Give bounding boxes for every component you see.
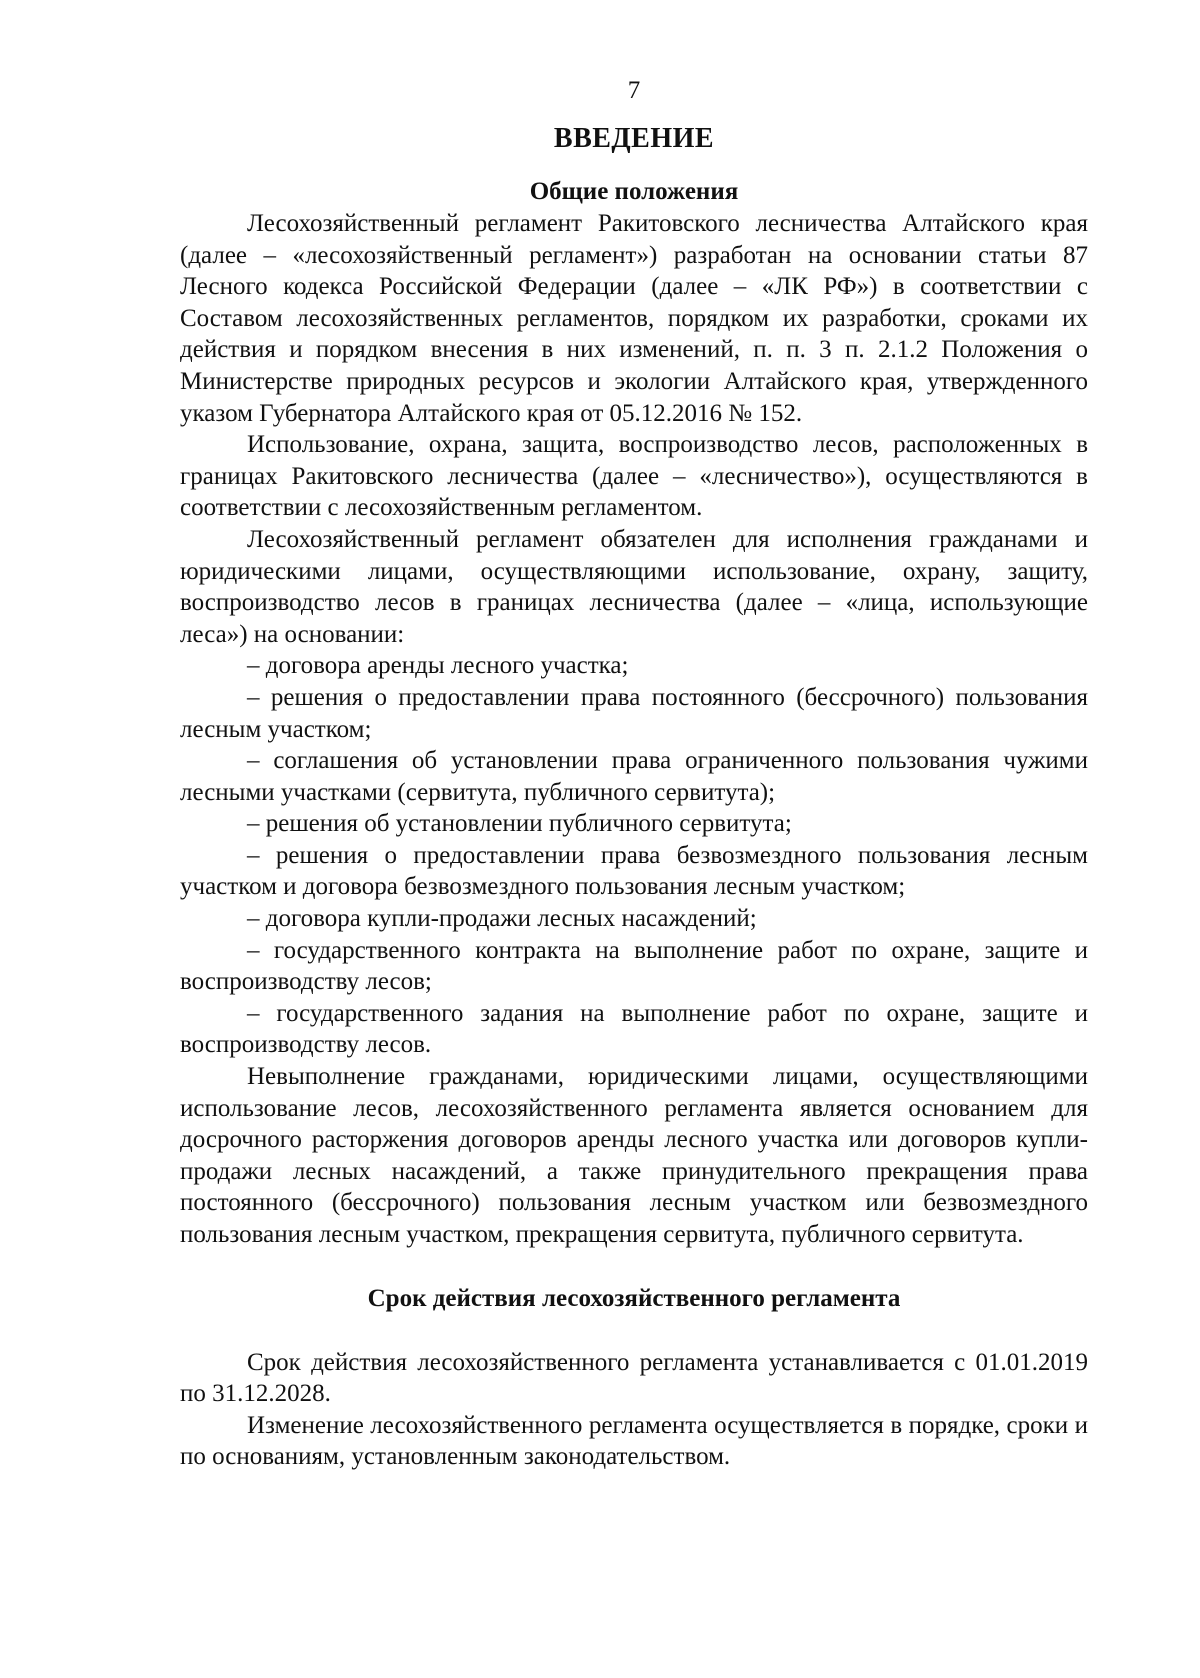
list-item-timber-sale-agreement: – договора купли-продажи лесных насаждений; (247, 905, 757, 933)
paragraph-amendment-procedure: Изменение лесохозяйственного регламента осуществляется в порядке, сроки и по основаниям, установленным законодательством. (180, 1411, 1088, 1471)
list-item-state-contract: – государственного контракта на выполнение работ по охране, защите и воспроизводству лесов; (180, 936, 1088, 996)
paragraph-forest-use-compliance: Использование, охрана, защита, воспроизводство лесов, расположенных в границах Ракитовского лесничества (далее – «лесничество»), осуществляются в соответствии с лесохозяйственным регламентом. (180, 431, 1088, 522)
list-item-state-assignment: – государственного задания на выполнение работ по охране, защите и воспроизводству лесов. (180, 999, 1088, 1059)
document-title: ВВЕДЕНИЕ (553, 123, 715, 154)
paragraph-regulation-basis: Лесохозяйственный регламент Ракитовского лесничества Алтайского края (далее – «лесохозяйственный регламент») разработан на основании статьи 87 Лесного кодекса Российской Федерации (далее – «ЛК РФ») в соответствии с Составом лесохозяйственных регламентов, порядком их разработки, сроками их действия и порядком внесения в них изменений, п. п. 3 п. 2.1.2 Положения о Министерстве природных ресурсов и экологии Алтайского края, утвержденного указом Губернатора Алтайского края от 05.12.2016 № 152. (180, 210, 1088, 427)
paragraph-validity-dates: Срок действия лесохозяйственного регламента устанавливается с 01.01.2019 по 31.12.2028. (180, 1348, 1088, 1408)
list-item-free-use-decision: – решения о предоставлении права безвозмездного пользования лесным участком и договора безвозмездного пользования лесным участком; (180, 841, 1088, 901)
paragraph-non-compliance: Невыполнение гражданами, юридическими лицами, осуществляющими использование лесов, лесохозяйственного регламента является основанием для досрочного расторжения договоров аренды лесного участка или договоров купли-продажи лесных насаждений, а также принудительного прекращения права постоянного (бессрочного) пользования лесным участком или безвозмездного пользования лесным участком, прекращения сервитута, публичного сервитута. (180, 1063, 1088, 1248)
list-item-permanent-use-decision: – решения о предоставлении права постоянного (бессрочного) пользования лесным участком; (180, 683, 1088, 743)
page-number: 7 (627, 77, 641, 104)
section-heading-validity-period: Срок действия лесохозяйственного регламента (367, 1284, 901, 1312)
list-item-lease-agreement: – договора аренды лесного участка; (247, 652, 629, 680)
section-heading-general-provisions: Общие положения (529, 178, 739, 205)
list-item-public-servitude-decision: – решения об установлении публичного сервитута; (247, 810, 792, 838)
section-validity-period (180, 1283, 1088, 1473)
paragraph-mandatory-for-users: Лесохозяйственный регламент обязателен для исполнения гражданами и юридическими лицами, осуществляющими использование, охрану, защиту, воспроизводство лесов в границах лесничества (далее – «лица, использующие леса») на основании: (180, 525, 1088, 648)
list-item-servitude-agreement: – соглашения об установлении права ограниченного пользования чужими лесными участками (сервитута, публичного сервитута); (180, 747, 1088, 806)
section-general-provisions (180, 176, 1088, 1251)
document-page (180, 76, 1088, 1473)
